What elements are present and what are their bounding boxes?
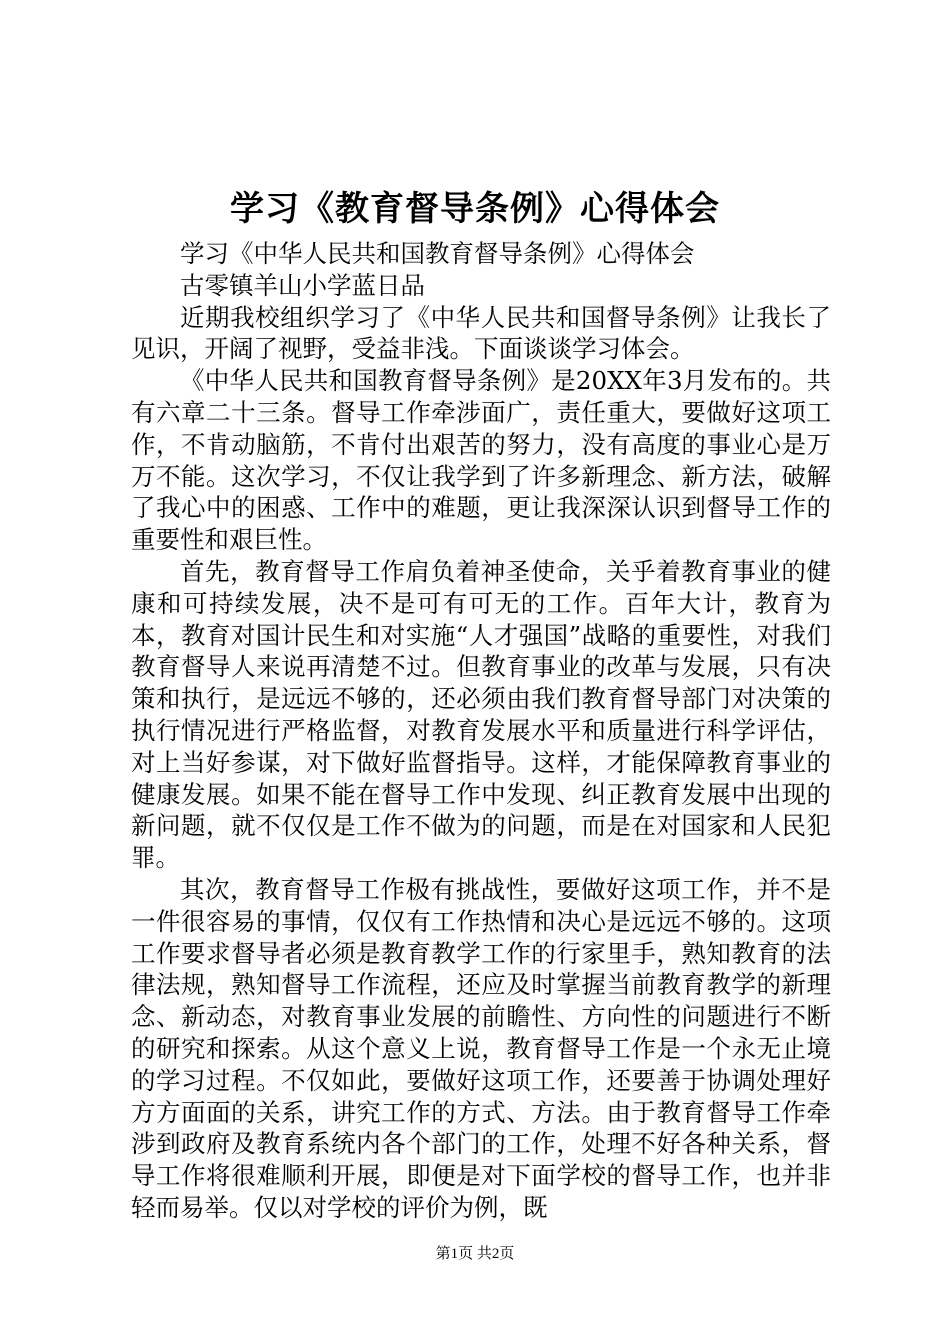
body-paragraph: 首先，教育督导工作肩负着神圣使命，关乎着教育事业的健康和可持续发展，决不是可有可无的工作。百年大计，教育为本，教育对国计民生和对实施“人才强国”战略的重要性，对我们教育督导人来说再清楚不过。但教育事业的改革与发展，只有决策和执行，是远远不够的，还必须由我们教育督导部门对决策的执行情况进行严格监督，对教育发展水平和质量进行科学评估，对上当好参谋，对下做好监督指导。这样，才能保障教育事业的健康发展。如果不能在督导工作中发现、纠正教育发展中出现的新问题，就不仅仅是工作不做为的问题，而是在对国家和人民犯罪。 bbox=[131, 556, 831, 873]
document-title: 学习《教育督导条例》心得体会 bbox=[230, 189, 720, 229]
body-paragraph: 其次，教育督导工作极有挑战性，要做好这项工作，并不是一件很容易的事情，仅仅有工作热情和决心是远远不够的。这项工作要求督导者必须是教育教学工作的行家里手，熟知教育的法律法规，熟知督导工作流程，还应及时掌握当前教育教学的新理念、新动态，对教育事业发展的前瞻性、方向性的问题进行不断的研究和探索。从这个意义上说，教育督导工作是一个永无止境的学习过程。不仅如此，要做好这项工作，还要善于协调处理好方方面面的关系，讲究工作的方式、方法。由于教育督导工作牵涉到政府及教育系统内各个部门的工作，处理不好各种关系，督导工作将很难顺利开展，即便是对下面学校的督导工作，也并非轻而易举。仅以对学校的评价为例，既 bbox=[131, 874, 831, 1222]
subtitle-paragraph: 学习《中华人民共和国教育督导条例》心得体会 bbox=[180, 239, 695, 268]
body-paragraph: 近期我校组织学习了《中华人民共和国督导条例》让我长了见识，开阔了视野，受益非浅。下面谈谈学习体会。 bbox=[131, 302, 831, 364]
page-footer: 第1页 共2页 bbox=[435, 1246, 515, 1262]
author-paragraph: 古零镇羊山小学蓝日品 bbox=[180, 270, 425, 300]
body-paragraph: 《中华人民共和国教育督导条例》是20XX年3月发布的。共有六章二十三条。督导工作牵涉面广，责任重大，要做好这项工作，不肯动脑筋，不肯付出艰苦的努力，没有高度的事业心是万万不能。这次学习，不仅让我学到了许多新理念、新方法，破解了我心中的困惑、工作中的难题，更让我深深认识到督导工作的重要性和艰巨性。 bbox=[131, 366, 831, 555]
document-body bbox=[131, 238, 831, 1224]
